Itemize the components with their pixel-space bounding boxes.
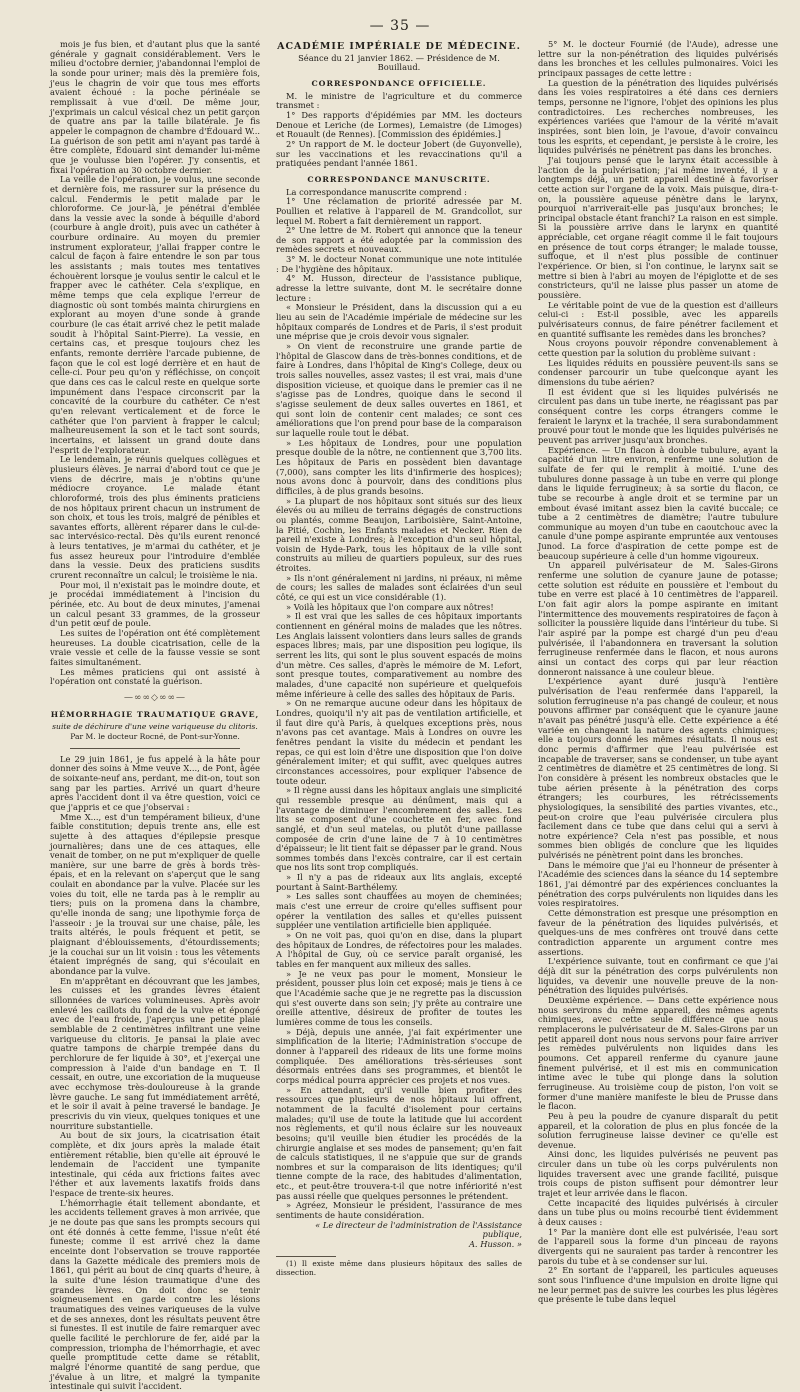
paragraph: L'hémorrhagie était tellement abondante, et les accidents tellement graves à mon arrivée, que je ne doute pas que sans les prompts secours qui ont été donnés à cette femme, l'issue n'eût été funeste; comme il est arrivé chez la dame enceinte dont l'observation se trouve rapportée dans la Gazette médicale des premiers mois de 1861, qui périt au bout de cinq quarts d'heure, à la suite d'une lésion traumatique d'une des grandes lèvres. On doit donc se tenir soigneusement en garde contre les lésions traumatiques des veines variqueuses de la vulve et de ses annexes, dont les résultats peuvent être si funestes. Il est inutile de faire remarquer avec quelle facilité le perchlorure de fer, aidé par la compression, triompha de l'hémorrhagie, et avec quelle promptitude cette dame se rétablit, malgré l'énorme quantité de sang perdue, que j'évalue à un litre, et malgré la tympanite intestinale qui suivit l'accident. bbox=[50, 1197, 260, 1392]
paragraph: » La plupart de nos hôpitaux sont situés sur des lieux élevés ou au milieu de terrains dégagés de constructions ou plantés, comme Beaujon, Lariboisière, Saint-Antoine, la Pitié, Cochin, les Enfants malades et Necker. Rien de pareil n'existe à Londres; à l'exception d'un seul hôpital, voisin de Hyde-Park, tous les hôpitaux de la ville sont construits au milieu de quartiers populeux, sur des rues étroites. bbox=[276, 495, 522, 574]
paragraph: Ainsi donc, les liquides pulvérisés ne peuvent pas circuler dans un tube où les corps pulvérulents non liquides traversent avec une grande facilité, puisque trois coups de piston suffisent pour démontrer leur trajet et leur arrivée dans le flacon. bbox=[538, 1149, 778, 1199]
paragraph: » On ne remarque aucune odeur dans les hôpitaux de Londres, quoiqu'il n'y ait pas de ventilation artificielle, et il faut dire qu'à Paris, à quelques exceptions près, nous n'avons pas cet avantage. Mais à Londres on ouvre les fenêtres pendant la visite du médecin et pendant les repas, ce qui est loin d'être une disposition que l'on doive généralement imiter; et qui suffit, avec quelques autres circonstances accessoires, pour expliquer l'absence de toute odeur. bbox=[276, 698, 522, 786]
paragraph: M. le ministre de l'agriculture et du commerce transmet : bbox=[276, 90, 522, 111]
paragraph: Peu à peu la poudre de cyanure disparaît du petit appareil, et la coloration de plus en plus foncée de la solution ferrugineuse laisse deviner ce qu'elle est devenue. bbox=[538, 1110, 778, 1150]
middle-column bbox=[276, 40, 522, 1277]
paragraph: Expérience. — Un flacon à double tubulure, ayant la capacité d'un litre environ, renferme une solution de sulfate de fer qui le remplit à moitié. L'une des tubulures donne passage à un tube en verre qui plonge dans le liquide ferrugineux; à sa sortie du flacon, ce tube se recourbe à angle droit et se termine par un embout évasé imitant assez bien la cavité buccale; ce tube a 2 centimètres de diamètre; l'autre tubulure communique au moyen d'un tube en caoutchouc avec la canule d'une pompe aspirante empruntée aux ventouses Junod. La force d'aspiration de cette pompe est de beaucoup supérieure à celle d'un homme vigoureux. bbox=[538, 444, 778, 561]
author-line: Par M. le docteur Rocné, de Pont-sur-Yonne. bbox=[70, 731, 240, 741]
paragraph: » En attendant, qu'il veuille bien profiter des ressources que plusieurs de nos hôpitaux lui offrent, notamment de la faculté d'isolement pour certains malades; qu'il use de toute la latitude que lui accordent nos règlements, et qu'il nous éclaire sur les nouveaux besoins; qu'il veuille bien étudier les procédés de la chirurgie anglaise et ses modes de pansement; qu'en fait de calculs statistiques, il ne s'appuie que sur de grands nombres et sur la comparaison de lits identiques; qu'il tienne compte de la race, des habitudes d'alimentation, etc., et peut-être trouvera-t-il que notre infériorité n'est pas aussi réelle que quelques personnes le prétendent. bbox=[276, 1084, 522, 1201]
paragraph: « Monsieur le Président, dans la discussion qui a eu lieu au sein de l'Académie impériale de médecine sur les hôpitaux comparés de Londres et de Paris, il s'est produit une méprise que je crois devoir vous signaler. bbox=[276, 302, 522, 342]
paragraph: Le lendemain, je réunis quelques collègues et plusieurs élèves. Je narrai d'abord tout ce que je viens de décrire, mais je n'obtins qu'une médiocre croyance. Le malade étant chloroformé, trois des plus éminents praticiens de nos hôpitaux prirent chacun un instrument de son choix, et tous les trois, malgré de pénibles et savantes efforts, allèrent réparer dans le cul-de-sac intervésico-rectal. Dès qu'ils eurent renoncé à leurs tentatives, je m'armai du cathéter, et je fus assez heureux pour l'introduire d'emblée dans la vessie. Deux des praticiens susdits crurent reconnaître un calcul; le troisième le nia. bbox=[50, 454, 260, 581]
footnote: (1) Il existe même dans plusieurs hôpitaux des salles de dissection. bbox=[276, 1258, 522, 1277]
paragraph: 4° M. Husson, directeur de l'assistance publique, adresse la lettre suivante, dont M. le secrétaire donne lecture : bbox=[276, 273, 522, 303]
paragraph: La correspondance manuscrite comprend : bbox=[286, 186, 467, 197]
paragraph: Le véritable point de vue de la question est d'ailleurs celui-ci : Est-il possible, avec les appareils pulvérisateurs connus, de faire pénétrer facilement et en quantité suffisante les remèdes dans les bronches? bbox=[538, 299, 778, 339]
session-line: Séance du 21 janvier 1862. — Présidence de M. Bouillaud. bbox=[298, 52, 500, 73]
manuscript-correspondence-heading: CORRESPONDANCE MANUSCRITE. bbox=[307, 174, 491, 184]
paragraph: 2° Une lettre de M. Robert qui annonce que la teneur de son rapport a été adoptée par la commission des remèdes secrets et nouveaux. bbox=[276, 225, 522, 255]
paragraph: Le 29 juin 1861, je fus appelé à la hâte pour donner des soins à Mme veuve X..., de Pont, âgée de soixante-neuf ans, perdant, me dit-on, tout son sang par les parties. Arrivé un quart d'heure après l'accident dont il va être question, voici ce que j'appris et ce que j'observai : bbox=[50, 753, 260, 812]
paragraph: 2° Un rapport de M. le docteur Jobert (de Guyonvelle), sur les vaccinations et les revaccinations qu'il a pratiquées pendant l'année 1861. bbox=[276, 138, 522, 169]
paragraph: » Déjà, depuis une année, j'ai fait expérimenter une simplification de la literie; l'Administration s'occupe de donner à l'appareil des rideaux de lits une forme moins compliquée. Des améliorations très-sérieuses sont désormais entrées dans ses programmes, et bientôt le corps médical pourra apprécier ces projets et nos vues. bbox=[276, 1026, 522, 1085]
paragraph: Les mêmes praticiens qui ont assisté à l'opération ont constaté la guérison. bbox=[50, 666, 260, 687]
paragraph: Au bout de six jours, la cicatrisation était complète, et dix jours après la malade était entièrement rétablie, bien qu'elle ait éprouvé le lendemain de l'accident une tympanite intestinale, qui céda aux frictions faites avec l'éther et aux lavements laxatifs froids dans l'espace de trente-six heures. bbox=[50, 1130, 260, 1199]
paragraph: 1° Des rapports d'épidémies par MM. les docteurs Denoue et Leriche (de Lormes), Lemaistre (de Limoges) et Rouault (de Rennes). [Commission des épidémies.] bbox=[276, 109, 522, 140]
paragraph: Mme X..., est d'un tempérament bilieux, d'une faible constitution; depuis trente ans, elle est sujette à des attaques d'épilepsie presque journalières; dans une de ces attaques, elle venait de tomber, on ne put m'expliquer de quelle manière, sur une barre de grès à bords très-épais, et en la relevant on s'aperçut que le sang coulait en abondance par la vulve. Placée sur les voies du toit, elle ne tarda pas à le remplir au tiers; puis on la promena dans la chambre, qu'elle inonda de sang; une lipothymie força de l'asseoir : je la trouvai sur une chaise, pâle, les traits altérés, le pouls fréquent et petit, se plaignant d'éblouissements, d'étourdissements; je la couchai sur un lit voisin : tous les vêtements étaient imprégnés de sang, qui s'écoulait en abondance par la vulve. bbox=[50, 811, 260, 977]
paragraph: Pour moi, il n'existait pas le moindre doute, et je procédai immédiatement à l'incision du périnée, etc. Au bout de deux minutes, j'amenai un calcul pesant 33 grammes, de la grosseur d'un petit œuf de poule. bbox=[50, 579, 260, 629]
paragraph: » Je ne veux pas pour le moment, Monsieur le président, pousser plus loin cet exposé; mais je tiens à ce que l'Académie sache que je ne regrette pas la discussion qui s'est ouverte dans son sein; j'y prête au contraire une oreille attentive, désireux de profiter de toutes les lumières comme de tous les conseils. bbox=[276, 968, 522, 1027]
paragraph: Il est évident que si les liquides pulvérisés ne circulent pas dans un tube inerte, ne réagissant pas par conséquent contre les corps étrangers comme le feraient le larynx et la trachée, il sera surabondamment prouvé pour tout le monde que les liquides pulvérisés ne peuvent pas arriver jusqu'aux bronches. bbox=[538, 386, 778, 445]
paragraph: » Il n'y a pas de rideaux aux lits anglais, excepté pourtant à Saint-Barthélemy. bbox=[276, 872, 522, 892]
section-ornament: —∞∞◇∞∞— bbox=[124, 692, 186, 703]
academy-title: ACADÉMIE IMPÉRIALE DE MÉDECINE. bbox=[277, 41, 521, 52]
paragraph: » Agréez, Monsieur le président, l'assurance de mes sentiments de haute considération. bbox=[276, 1200, 522, 1221]
paragraph: Les liquides réduits en poussière peuvent-ils sans se condenser parcourir un tube quelconque ayant les dimensions du tube aérien? bbox=[538, 357, 778, 387]
page-number: — 35 — bbox=[369, 18, 431, 34]
paragraph: La question de la pénétration des liquides pulvérisés dans les voies respiratoires a été dans ces derniers temps, personne ne l'ignore, l'objet des opinions les plus contradictoires. Les recherches nombreuses, les expériences variées que l'amour de la vérité m'avait inspirées, sont bien loin, je l'avoue, d'avoir convaincu tous les esprits, et cependant, je persiste à le croire, les liquides pulvérisés ne pénètrent pas dans les bronches. bbox=[538, 77, 778, 156]
paragraph: Nous croyons pouvoir répondre convenablement à cette question par la solution du problème suivant : bbox=[538, 338, 778, 358]
left-column bbox=[50, 39, 260, 1392]
paragraph: Un appareil pulvérisateur de M. Sales-Girons renferme une solution de cyanure jaune de potasse; cette solution est réduite en poussière et l'embout du tube en verre est placé à 10 centimètres de l'appareil. L'on fait agir alors la pompe aspirante en imitant l'intermittence des mouvements respiratoires de façon à solliciter la poussière liquide dans l'intérieur du tube. Si l'air aspiré par la pompe est chargé d'un peu d'eau pulvérisée, il l'abandonnera en traversant la solution ferrugineuse renfermée dans le flacon, et nous aurons ainsi un contact des corps qui par leur réaction donneront naissance à une couleur bleue. bbox=[538, 560, 778, 677]
paragraph: mois je fus bien, et d'autant plus que la santé générale y gagnait considérablement. Vers le milieu d'octobre dernier, j'abandonnai l'emploi de la sonde pour uriner; mais dès la première fois, j'eus le chagrin de voir que tous mes efforts avaient échoué : la poche périnéale se remplissait à vue d'œil. De même jour, j'exprimais un calcul vésical chez un petit garçon de quatre ans par la taille bilatérale. Je fis appeler le compagnon de chambre d'Édouard W... La guérison de son petit ami n'ayant pas tardé à être complète, Édouard sint demander lui-même que je voulusse bien l'opérer. J'y consentis, et fixai l'opération au 30 octobre dernier. bbox=[50, 39, 260, 175]
paragraph: » Les salles sont chauffées au moyen de cheminées; mais c'est une erreur de croire qu'elles suffisent pour opérer la ventilation des salles et qu'elles puissent suppléer une ventilation artificielle bien appliquée. bbox=[276, 891, 522, 931]
paragraph: Cette incapacité des liquides pulvérisés à circuler dans un tube plus ou moins recourbé tient évidemment à deux causes : bbox=[538, 1197, 778, 1228]
section-title: HÉMORRHAGIE TRAUMATIQUE GRAVE, bbox=[50, 709, 260, 719]
paragraph: 2° En sortant de l'appareil, les particules aqueuses sont sous l'influence d'une impulsion en droite ligne qui ne leur permet pas de suivre les courbes les plus légères que présente le tube dans lequel bbox=[538, 1265, 778, 1305]
paragraph: 1° Une réclamation de priorité adressée par M. Poullien et relative à l'appareil de M. Grandcollot, sur lequel M. Robert a fait dernièrement un rapport. bbox=[276, 196, 522, 226]
paragraph: » Ils n'ont généralement ni jardins, ni préaux, ni même de cours; les salles de malades sont éclairées d'un seul côté, ce qui est un vice considérable (1). bbox=[276, 572, 522, 603]
paragraph: » On ne voit pas, quoi qu'on en dise, dans la plupart des hôpitaux de Londres, de réfectoires pour les malades. A l'hôpital de Guy, où ce service paraît organisé, les tables en fer manquent aux milieux des salles. bbox=[276, 930, 522, 970]
paragraph: Dans le mémoire que j'ai eu l'honneur de présenter à l'Académie des sciences dans la séance du 14 septembre 1861, j'ai démontré par des expériences concluantes la pénétration des corps pulvérulents non liquides dans les voies respiratoires. bbox=[538, 859, 778, 909]
signature-title: « Le directeur de l'administration de l'Assistance publique, bbox=[315, 1219, 522, 1240]
paragraph: Cette démonstration est presque une présomption en faveur de la pénétration des liquides pulvérisés, et quelques-uns de mes confrères ont trouvé dans cette contradiction apparente un argument contre mes assertions. bbox=[538, 908, 778, 957]
right-column bbox=[538, 39, 778, 1305]
paragraph: » Voilà les hôpitaux que l'on compare aux nôtres! bbox=[286, 601, 494, 612]
paragraph: L'expérience ayant duré jusqu'à l'entière pulvérisation de l'eau renfermée dans l'appareil, la solution ferrugineuse n'a pas changé de couleur, et nous pouvons affirmer par conséquent que le cyanure jaune n'avait pas pénétré jusqu'à elle. Cette expérience a été variée en changeant la nature des agents chimiques; elle a toujours donné les mêmes résultats. Il nous est donc permis d'affirmer que l'eau pulvérisée est incapable de traverser, sans se condenser, un tube ayant 2 centimètres de diamètre et 25 centimètres de long. Si l'on considère à présent les nombreux obstacles que le tube aérien présente à la pénétration des corps étrangers; les courbures, les rétrécissements physiologiques, la sensibilité des parties vivantes, etc., peut-on croire que l'eau pulvérisée circulera plus facilement dans ce tube que dans celui qui a servi à notre expérience? Cela n'est pas possible, et nous sommes bien obligés de conclure que les liquides pulvérisés ne pénètrent point dans les bronches. bbox=[538, 676, 778, 861]
paragraph: Les suites de l'opération ont été complètement heureuses. La double cicatrisation, celle de la vraie vessie et celle de la fausse vessie se sont faites simultanément. bbox=[50, 628, 260, 667]
paragraph: » Les hôpitaux de Londres, pour une population presque double de la nôtre, ne contiennent que 3,700 lits. Les hôpitaux de Paris en possèdent bien davantage (7,000), sans compter les lits d'infirmerie des hospices); nous avons donc à pourvoir, dans des conditions plus difficiles, à de plus grands besoins. bbox=[276, 437, 522, 496]
divider bbox=[70, 748, 240, 749]
signature-name: A. Husson. » bbox=[468, 1239, 522, 1250]
paragraph: » On vient de reconstruire une grande partie de l'hôpital de Glascow dans de très-bonnes conditions, et de faire à Londres, dans l'hôpital de King's College, deux ou trois salles nouvelles, assez vastes; il est vrai, mais d'une disposition vicieuse, et quoique dans le premier cas il ne s'agisse pas de Londres, quoique dans le second il s'agisse seulement de deux salles ouvertes en 1861, et qui sont loin de contenir cent malades; ce sont ces améliorations que l'on prend pour base de la comparaison sur laquelle roule tout le débat. bbox=[276, 341, 522, 438]
paragraph: La veille de l'opération, je voulus, une seconde et dernière fois, me rassurer sur la présence du calcul. Fendermis le petit malade par le chloroforme. Ce jour-là, je pénétrai d'emblée dans la vessie avec la sonde à béquille d'abord (courbure à angle droit), puis avec un cathéter à courbure ordinaire. Au moyen du premier instrument explorateur, j'allai frapper contre le calcul de façon à faire entendre le son par tous les assistants ; mais toutes mes tentatives échouèrent lorsque je voulus sentir le calcul et le frapper avec le cathéter. Cela s'explique, en même temps que cela explique l'erreur de diagnostic où sont tombés mainta chirurgiens en explorant au moyen d'une sonde à grande courbure (le cas était arrivé chez le petit malade soudit à l'hôpital Saint-Pierre). La vessie, en certains cas, et presque toujours chez les enfants, remonte derrière l'arcade pubienne, de façon que le col est logé derrière et en haut de celle-ci. Pour peu qu'on y réfléchisse, on conçoit que dans ces cas le calcul reste en quelque sorte impunément dans l'espace circonscrit par la concavité de la courbure du cathéter. Ce n'est qu'en relevant verticalement et de force le cathéter que l'on parvient à frapper le calcul; malheureusement la son et le tact sont sourds, incertains, et laissent un grand doute dans l'esprit de l'explorateur. bbox=[50, 174, 260, 455]
paragraph: » Il est vrai que les salles de ces hôpitaux importants contiennent en général moins de malades que les nôtres. Les Anglais laissent volontiers dans leurs salles de grands espaces libres; mais, par une disposition peu logique, ils serrent les lits, qui sont le plus souvent espacés de moins d'un mètre. Ces salles, d'après le mémoire de M. Lefort, sont presque toutes, comparativement au nombre des malades, d'une capacité non supérieure et quelquefois même inférieure à celle des salles des hôpitaux de Paris. bbox=[276, 611, 522, 699]
footnote-divider bbox=[276, 1256, 336, 1257]
section-subtitle: suite de déchirure d'une veine variqueuse du clitoris. bbox=[52, 722, 258, 732]
paragraph: En m'apprêtant en découvrant que les jambes, les cuisses et les grandes lèvres étaient sillonnées de varices volumineuses. Après avoir enlevé les caillots du fond de la vulve et épongé avec de l'eau froide, j'aperçus une petite plaie semblable de 2 centimètres infiltrant une veine variqueuse du clitoris. Je pansai la plaie avec quatre tampons de charpie trempée dans du perchlorure de fer liquide à 30°, et j'exerçai une compression à l'aide d'un bandage en T. Il cessait, en outre, une excoriation de la muqueuse avec ecchymose très-douloureuse à la grande lèvre gauche. Le sang fut immédiatement arrêté, et le soir il avait à peine traversé le bandage. Je prescrivis du vin vieux, quelques toniques et une nourriture substantielle. bbox=[50, 975, 260, 1131]
paragraph: L'expérience suivante, tout en confirmant ce que j'ai déjà dit sur la pénétration des corps pulvérulents non liquides, va devenir une nouvelle preuve de la non-pénétration des liquides pulvérisés. bbox=[538, 956, 778, 996]
paragraph: 1° Par la manière dont elle est pulvérisée, l'eau sort de l'appareil sous la forme d'un pinceau de rayons divergents qui ne sauraient pas tarder à rencontrer les parois du tube et à se condenser sur lui. bbox=[538, 1226, 778, 1266]
paragraph: J'ai toujours pensé que le larynx était accessible à l'action de la pulvérisation; j'ai même inventé, il y a longtemps déjà, un petit appareil destiné à favoriser cette action sur l'organe de la voix. Mais puisque, dira-t-on, la poussière aqueuse pénètre dans le larynx, pourquoi n'arriverait-elle pas jusqu'aux bronches; le principal obstacle étant franchi? La raison en est simple. Si la poussière arrive dans le larynx en quantité appréciable, cet organe réagit comme il le fait toujours en présence de tout corps étranger; le malade tousse, suffoque, et il n'est plus possible de continuer l'expérience. Or bien, si l'on continue, le larynx sait se mettre si bien à l'abri au moyen de l'épiglotte et de ses constricteurs, qu'il ne laisse plus passer un atome de poussière. bbox=[538, 154, 778, 301]
official-correspondence-heading: CORRESPONDANCE OFFICIELLE. bbox=[311, 78, 487, 88]
paragraph: 5° M. le docteur Fournié (de l'Aude), adresse une lettre sur la non-pénétration des liquides pulvérisés dans les bronches et les cellules pulmonaires. Voici les principaux passages de cette lettre : bbox=[538, 39, 778, 78]
paragraph: 3° M. le docteur Nonat communique une note intitulée : De l'hygiène des hôpitaux. bbox=[276, 254, 522, 274]
paragraph: » Il règne aussi dans les hôpitaux anglais une simplicité qui ressemble presque au dénûment, mais qui a l'avantage de diminuer l'encombrement des salles. Les lits se composent d'une couchette en fer, avec fond sanglé, et d'un seul matelas, ou plutôt d'une paillasse composée de crin d'une laine de 7 à 10 centimètres d'épaisseur; le lit tient fait se dépasser par le grand. Nous sommes tombés dans l'excès contraire, car il est certain que nos lits sont trop compliqués. bbox=[276, 785, 522, 873]
paragraph: Deuxième expérience. — Dans cette expérience nous nous servirons du même appareil, des mêmes agents chimiques, avec cette seule différence que nous remplacerons le pulvérisateur de M. Sales-Girons par un petit appareil dont nous nous servons pour faire arriver les remèdes pulvérulents non liquides dans les poumons. Cet appareil renferme du cyanure jaune finement pulvérisé, et il est mis en communication intime avec le tube qui plonge dans la solution ferrugineuse. Au troisième coup de piston, l'on voit se former d'une manière manifeste le bleu de Prusse dans le flacon. bbox=[538, 994, 778, 1112]
